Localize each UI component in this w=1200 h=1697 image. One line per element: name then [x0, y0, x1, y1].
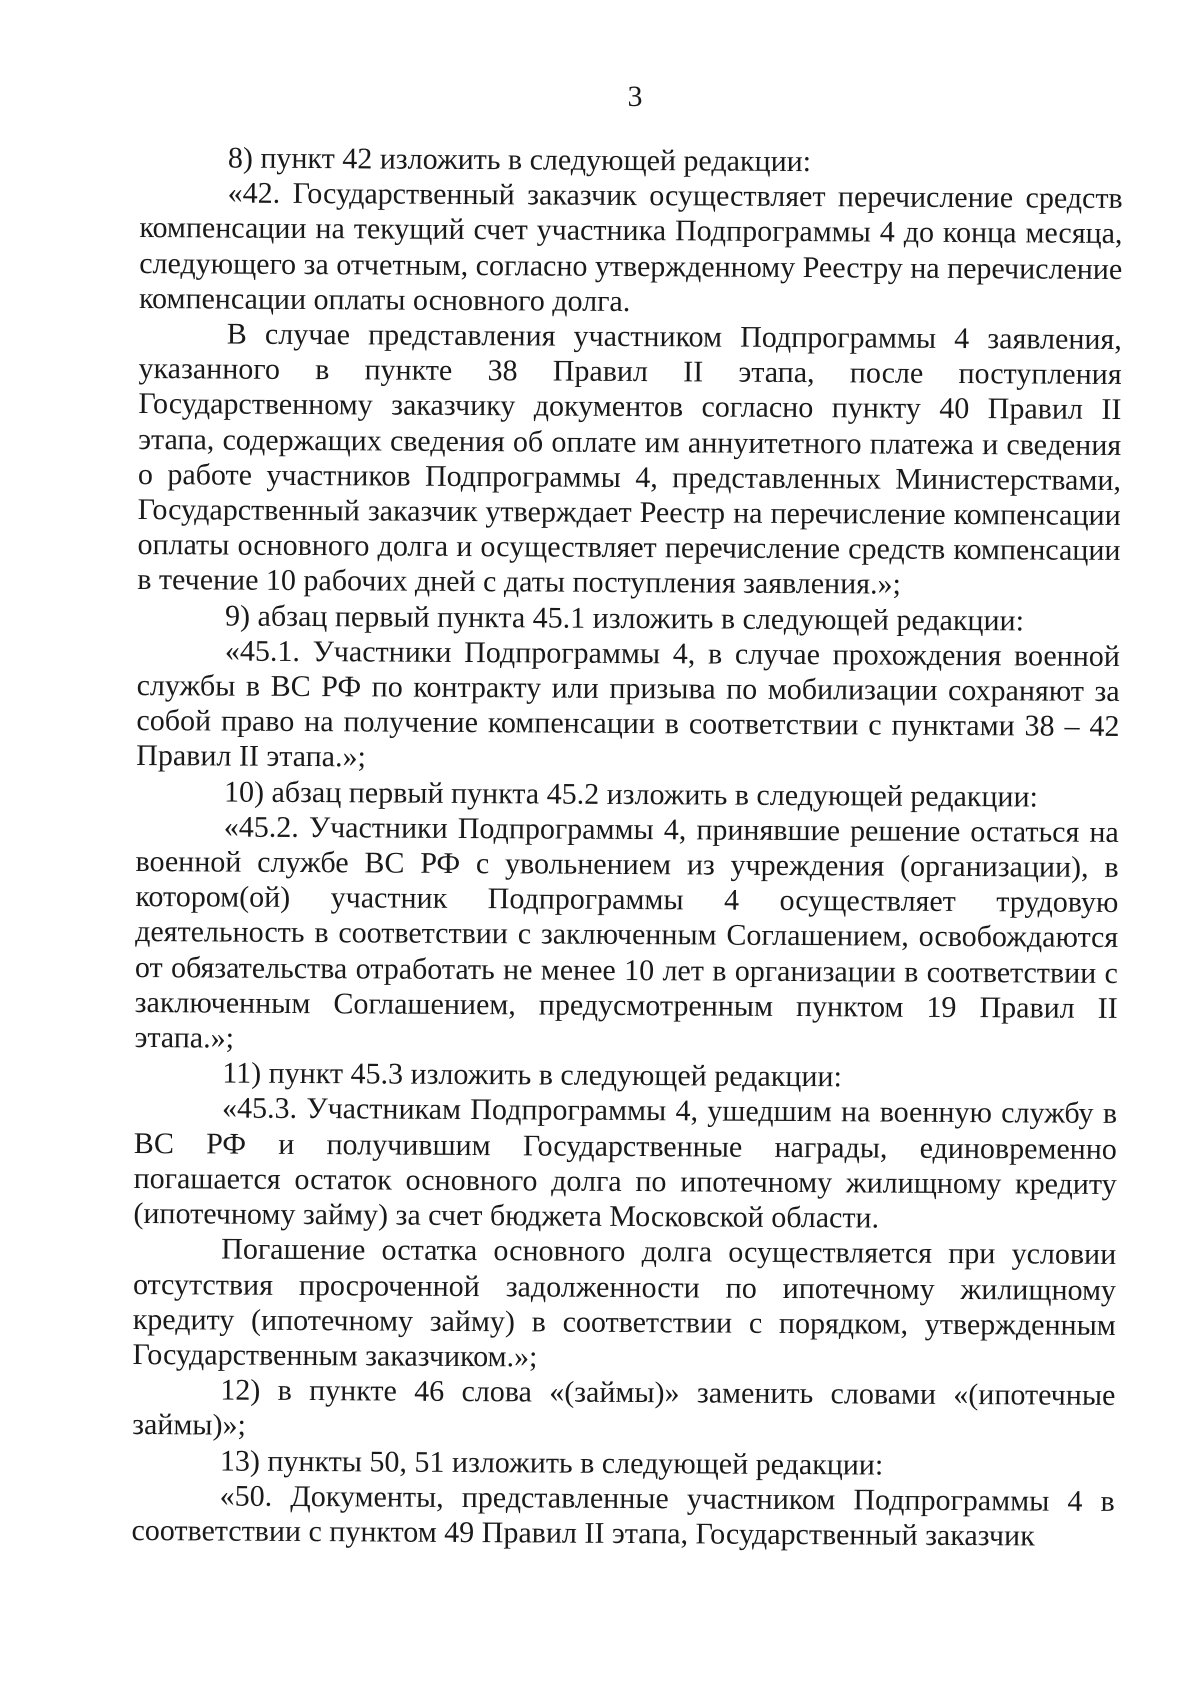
paragraph-item-9: 9) абзац первый пункта 45.1 изложить в следующей редакции: — [224, 599, 1025, 638]
paragraph-point-50: «50. Документы, представленные участником Подпрограммы 4 в соответствии с пунктом 49 Правил II этапа, Государственный заказчик — [131, 1479, 1115, 1553]
paragraph-item-8: 8) пункт 42 изложить в следующей редакции: — [227, 141, 812, 179]
paragraph-item-13: 13) пункты 50, 51 изложить в следующей редакции: — [219, 1444, 884, 1482]
document-body — [131, 140, 1123, 1554]
paragraph-point-42-case: В случае представления участником Подпрограммы 4 заявления, указанного в пункте 38 Правил II этапа, после поступления Государственному заказчику документов согласно пункту 40 Правил II этапа, содержащих сведения об оплате им аннуитетного платежа и сведения о работе участников Подпрограммы 4, представленных Министерствами, Государственный заказчик утверждает Реестр на перечисление компенсации оплаты основного долга и осуществляет перечисление средств компенсации в течение 10 рабочих дней с даты поступления заявления.»; — [137, 317, 1122, 602]
paragraph-point-45-3-repayment: Погашение остатка основного долга осуществляется при условии отсутствия просроченной задолженности по ипотечному жилищному кредиту (ипотечному займу) в соответствии с порядком, утвержденным Государственным заказчиком.»; — [132, 1232, 1117, 1374]
page-number: 3 — [627, 80, 643, 113]
paragraph-point-45-2: «45.2. Участники Подпрограммы 4, принявшие решение остаться на военной службе ВС РФ с увольнением из учреждения (организации), в котором(ой) участник Подпрограммы 4 осуществляет трудовую деятельность в соответствии с заключенным Соглашением, освобождаются от обязательства отработать не менее 10 лет в организации в соответствии с заключенным Соглашением, предусмотренным пунктом 19 Правил II этапа.»; — [134, 810, 1119, 1055]
paragraph-point-42: «42. Государственный заказчик осуществляет перечисление средств компенсации на текущий счет участника Подпрограммы 4 до конца месяца, следующего за отчетным, согласно утвержденному Реестру на перечисление компенсации оплаты основного долга. — [138, 176, 1123, 318]
paragraph-point-45-1: «45.1. Участники Подпрограммы 4, в случае прохождения военной службы в ВС РФ по контракту или призыва по мобилизации сохраняют за собой право на получение компенсации в соответствии с пунктами 38 – 42 Правил II этапа.»; — [136, 634, 1120, 774]
paragraph-item-12: 12) в пункте 46 слова «(займы)» заменить словами «(ипотечные займы)»; — [132, 1373, 1116, 1442]
paragraph-item-10: 10) абзац первый пункта 45.2 изложить в следующей редакции: — [223, 775, 1039, 814]
paragraph-item-11: 11) пункт 45.3 изложить в следующей редакции: — [222, 1056, 842, 1094]
paragraph-point-45-3: «45.3. Участникам Подпрограммы 4, ушедшим на военную службу в ВС РФ и получившим Государственные награды, единовременно погашается остаток основного долга по ипотечному жилищному кредиту (ипотечному займу) за счет бюджета Московской области. — [133, 1092, 1118, 1235]
